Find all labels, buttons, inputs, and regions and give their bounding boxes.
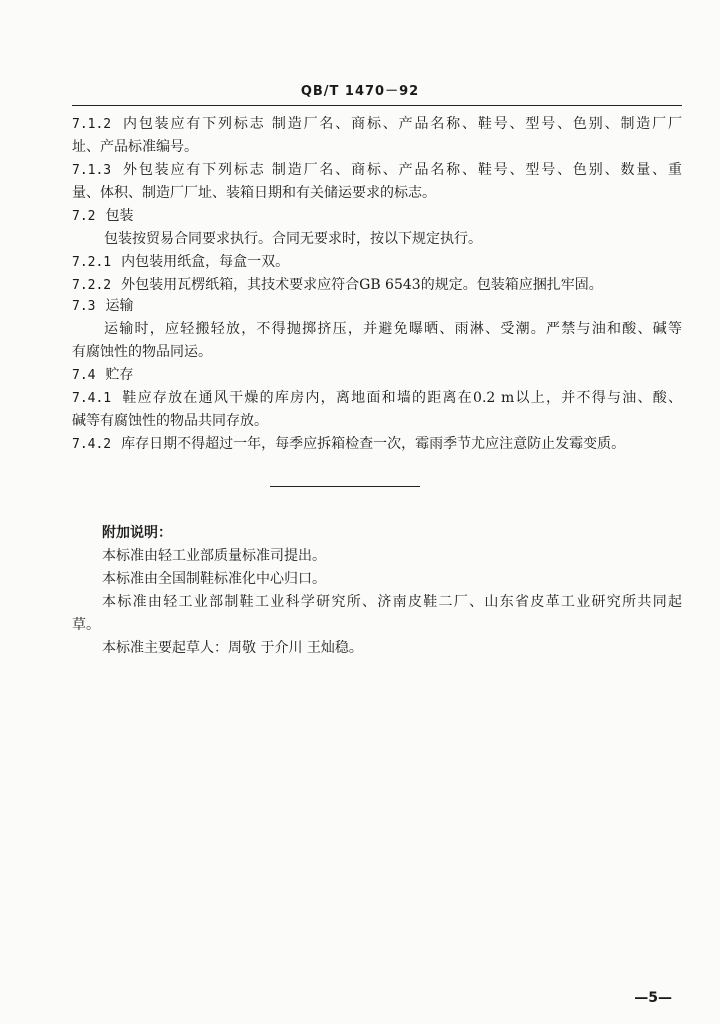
section-7-3-body-line-2: 有腐蚀性的物品同运。	[72, 344, 212, 360]
section-7-3-body-line-1: 运输时，应轻搬轻放，不得抛掷挤压，并避免曝晒、雨淋、受潮。严禁与油和酸、碱等	[104, 321, 682, 337]
notes-line-1: 本标准由轻工业部质量标准司提出。	[102, 548, 326, 564]
section-number: 7.3	[72, 299, 96, 314]
section-title: 包装	[105, 208, 134, 224]
clause-number: 7.1.2	[72, 117, 112, 132]
section-7-4-heading	[72, 367, 133, 384]
clause-text: 外包装应有下列标志 制造厂名、商标、产品名称、鞋号、型号、色别、数量、重	[121, 162, 682, 178]
clause-7-1-3-line-1	[72, 162, 682, 179]
clause-text: 鞋应存放在通风干燥的库房内，离地面和墙的距离在0.2 m以上，并不得与油、酸、	[121, 390, 682, 406]
notes-line-3a: 本标准由轻工业部制鞋工业科学研究所、济南皮鞋二厂、山东省皮革工业研究所共同起	[102, 594, 682, 610]
clause-text: 内包装应有下列标志 制造厂名、商标、产品名称、鞋号、型号、色别、制造厂厂	[121, 116, 682, 132]
clause-number: 7.1.3	[72, 163, 112, 178]
section-number: 7.2	[72, 209, 96, 224]
section-title: 贮存	[105, 367, 134, 383]
section-7-3-heading	[72, 298, 133, 315]
clause-text: 外包装用瓦楞纸箱，其技术要求应符合GB 6543的规定。包装箱应捆扎牢固。	[121, 277, 603, 293]
notes-line-2: 本标准由全国制鞋标准化中心归口。	[102, 571, 326, 587]
clause-7-4-1-line-2: 碱等有腐蚀性的物品共同存放。	[72, 413, 268, 429]
end-divider	[270, 486, 420, 487]
clause-7-2-2	[72, 277, 603, 294]
clause-7-1-3-line-2: 量、体积、制造厂厂址、装箱日期和有关储运要求的标志。	[72, 185, 436, 201]
clause-text: 内包装用纸盒，每盒一双。	[121, 254, 290, 270]
clause-number: 7.2.2	[72, 278, 112, 293]
notes-heading: 附加说明：	[102, 525, 172, 541]
notes-line-4: 本标准主要起草人：周敬 于介川 王灿稳。	[102, 640, 363, 656]
section-number: 7.4	[72, 368, 96, 383]
section-7-2-heading	[72, 208, 133, 225]
section-7-2-body: 包装按贸易合同要求执行。合同无要求时，按以下规定执行。	[104, 231, 482, 247]
page-header-standard-id: QB/T 1470－92	[300, 84, 420, 99]
clause-number: 7.2.1	[72, 255, 112, 270]
page-number: —5—	[634, 990, 672, 1006]
notes-line-3b: 草。	[72, 617, 100, 633]
clause-7-4-2	[72, 436, 625, 453]
clause-text: 库存日期不得超过一年，每季应拆箱检查一次，霉雨季节尤应注意防止发霉变质。	[121, 436, 626, 452]
header-rule	[72, 105, 682, 106]
clause-number: 7.4.2	[72, 437, 112, 452]
section-title: 运输	[105, 298, 134, 314]
clause-7-2-1	[72, 254, 289, 271]
clause-7-4-1-line-1	[72, 390, 682, 407]
clause-7-1-2-line-2: 址、产品标准编号。	[72, 139, 198, 155]
clause-number: 7.4.1	[72, 391, 112, 406]
clause-7-1-2-line-1	[72, 116, 682, 133]
